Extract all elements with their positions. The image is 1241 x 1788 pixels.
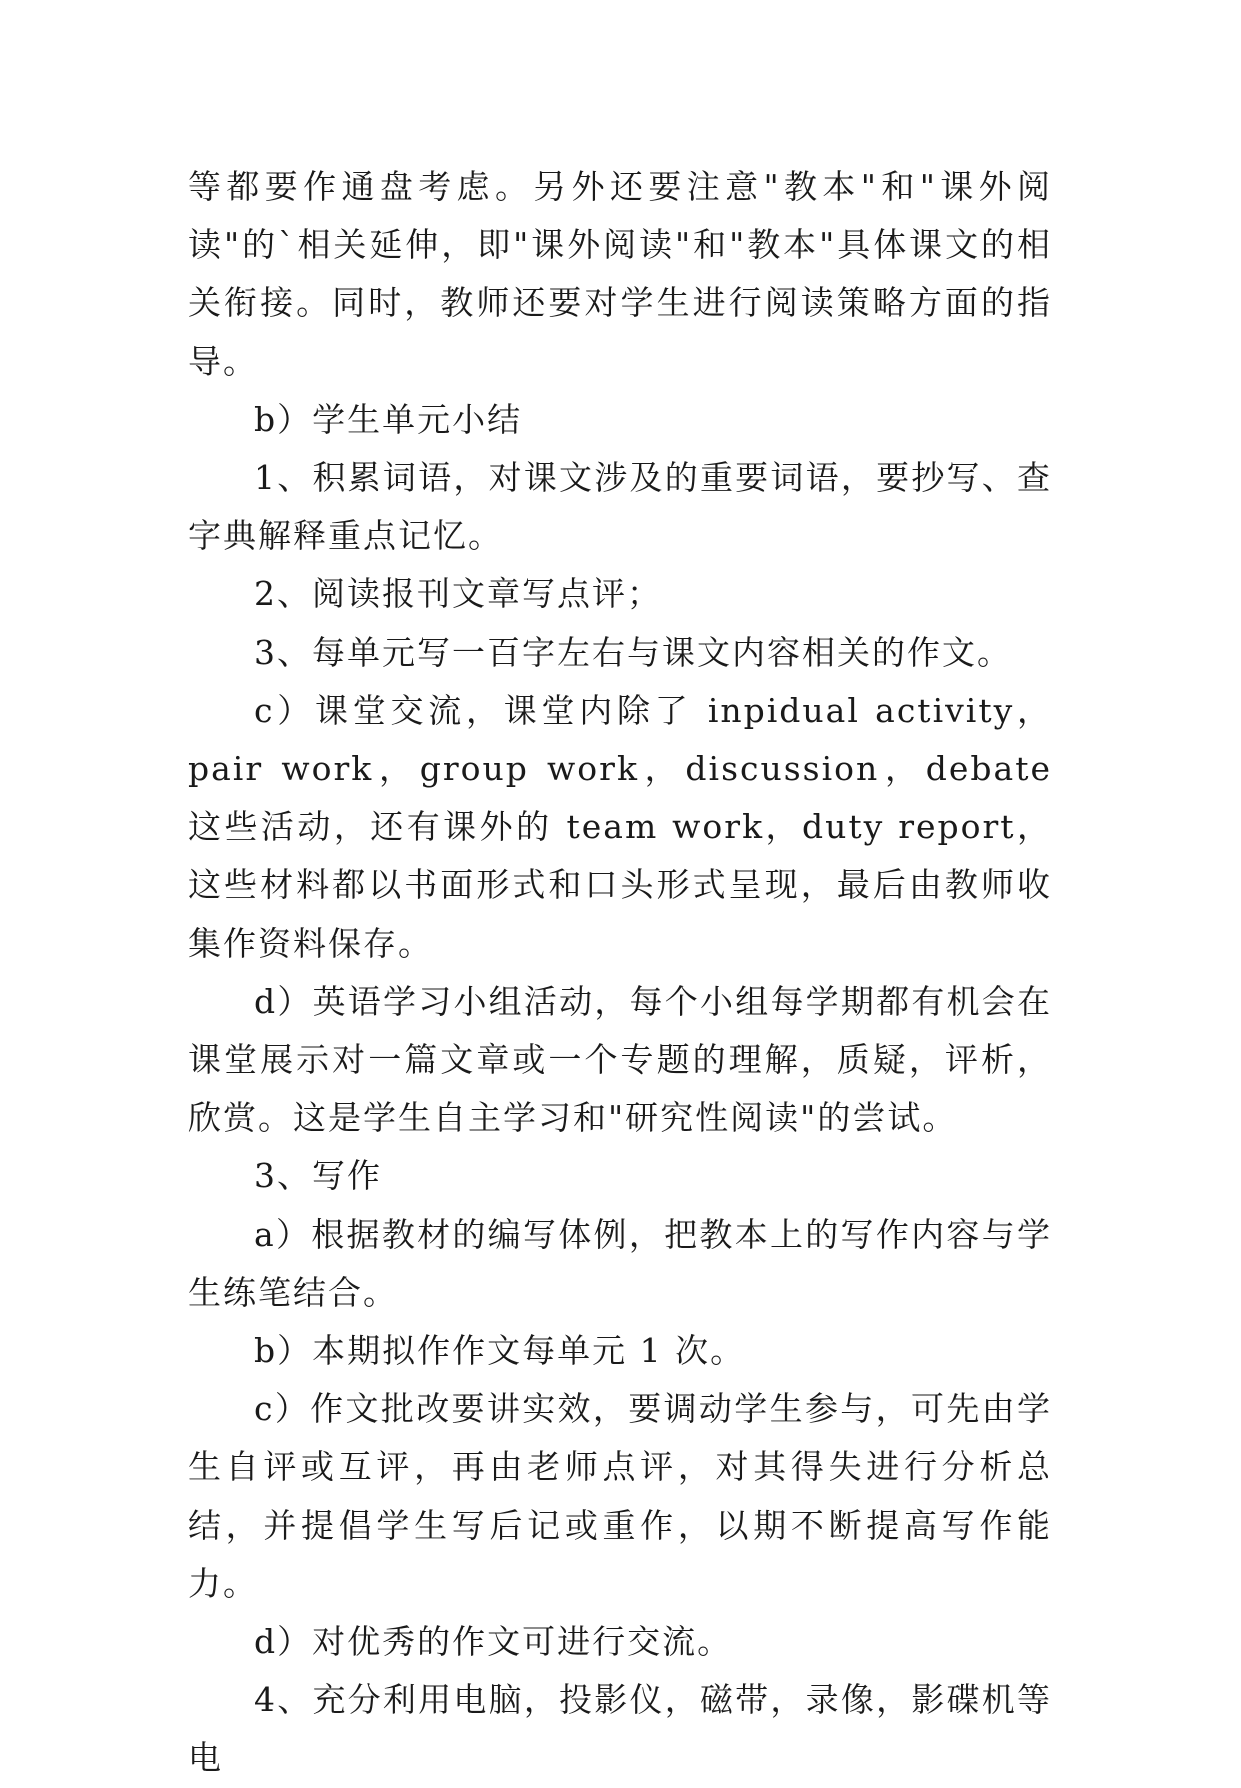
- paragraph-unit-essay: 3、每单元写一百字左右与课文内容相关的作文。: [254, 632, 1012, 672]
- paragraph-study-groups: d）英语学习小组活动，每个小组每学期都有机会在课堂展示对一篇文章或一个专题的理解，质疑，评析，欣赏。这是学生自主学习和"研究性阅读"的尝试。: [188, 981, 1052, 1138]
- paragraph-read-newspapers: 2、阅读报刊文章写点评；: [254, 574, 662, 614]
- paragraph-continued: 等都要作通盘考虑。另外还要注意"教本"和"课外阅读"的`相关延伸，即"课外阅读"和"教本"具体课文的相关衔接。同时，教师还要对学生进行阅读策略方面的指导。: [188, 167, 1052, 381]
- paragraph-writing-a: a）根据教材的编写体例，把教本上的写作内容与学生练笔结合。: [188, 1214, 1052, 1312]
- paragraph-equipment: 4、充分利用电脑，投影仪，磁带，录像，影碟机等电: [188, 1680, 1052, 1778]
- paragraph-accumulate-words: 1、积累词语，对课文涉及的重要词语，要抄写、查字典解释重点记忆。: [188, 458, 1052, 556]
- paragraph-writing-d: d）对优秀的作文可进行交流。: [254, 1622, 733, 1662]
- paragraph-writing-c: c）作文批改要讲实效，要调动学生参与，可先由学生自评或互评，再由老师点评，对其得失进行分析总结，并提倡学生写后记或重作，以期不断提高写作能力。: [188, 1389, 1052, 1603]
- paragraph-student-unit-summary: b）学生单元小结: [254, 399, 523, 439]
- paragraph-classroom-exchange: c）课堂交流，课堂内除了 inpidual activity，pair work，group work，discussion，debate 这些活动，还有课外的 team work，duty report，这些材料都以书面形式和口头形式呈现，最后由教师收集作资料保存。: [188, 690, 1052, 963]
- paragraph-writing-b: b）本期拟作作文每单元 1 次。: [254, 1331, 746, 1371]
- heading-writing: 3、写作: [254, 1156, 382, 1196]
- body-text: [188, 158, 1052, 1788]
